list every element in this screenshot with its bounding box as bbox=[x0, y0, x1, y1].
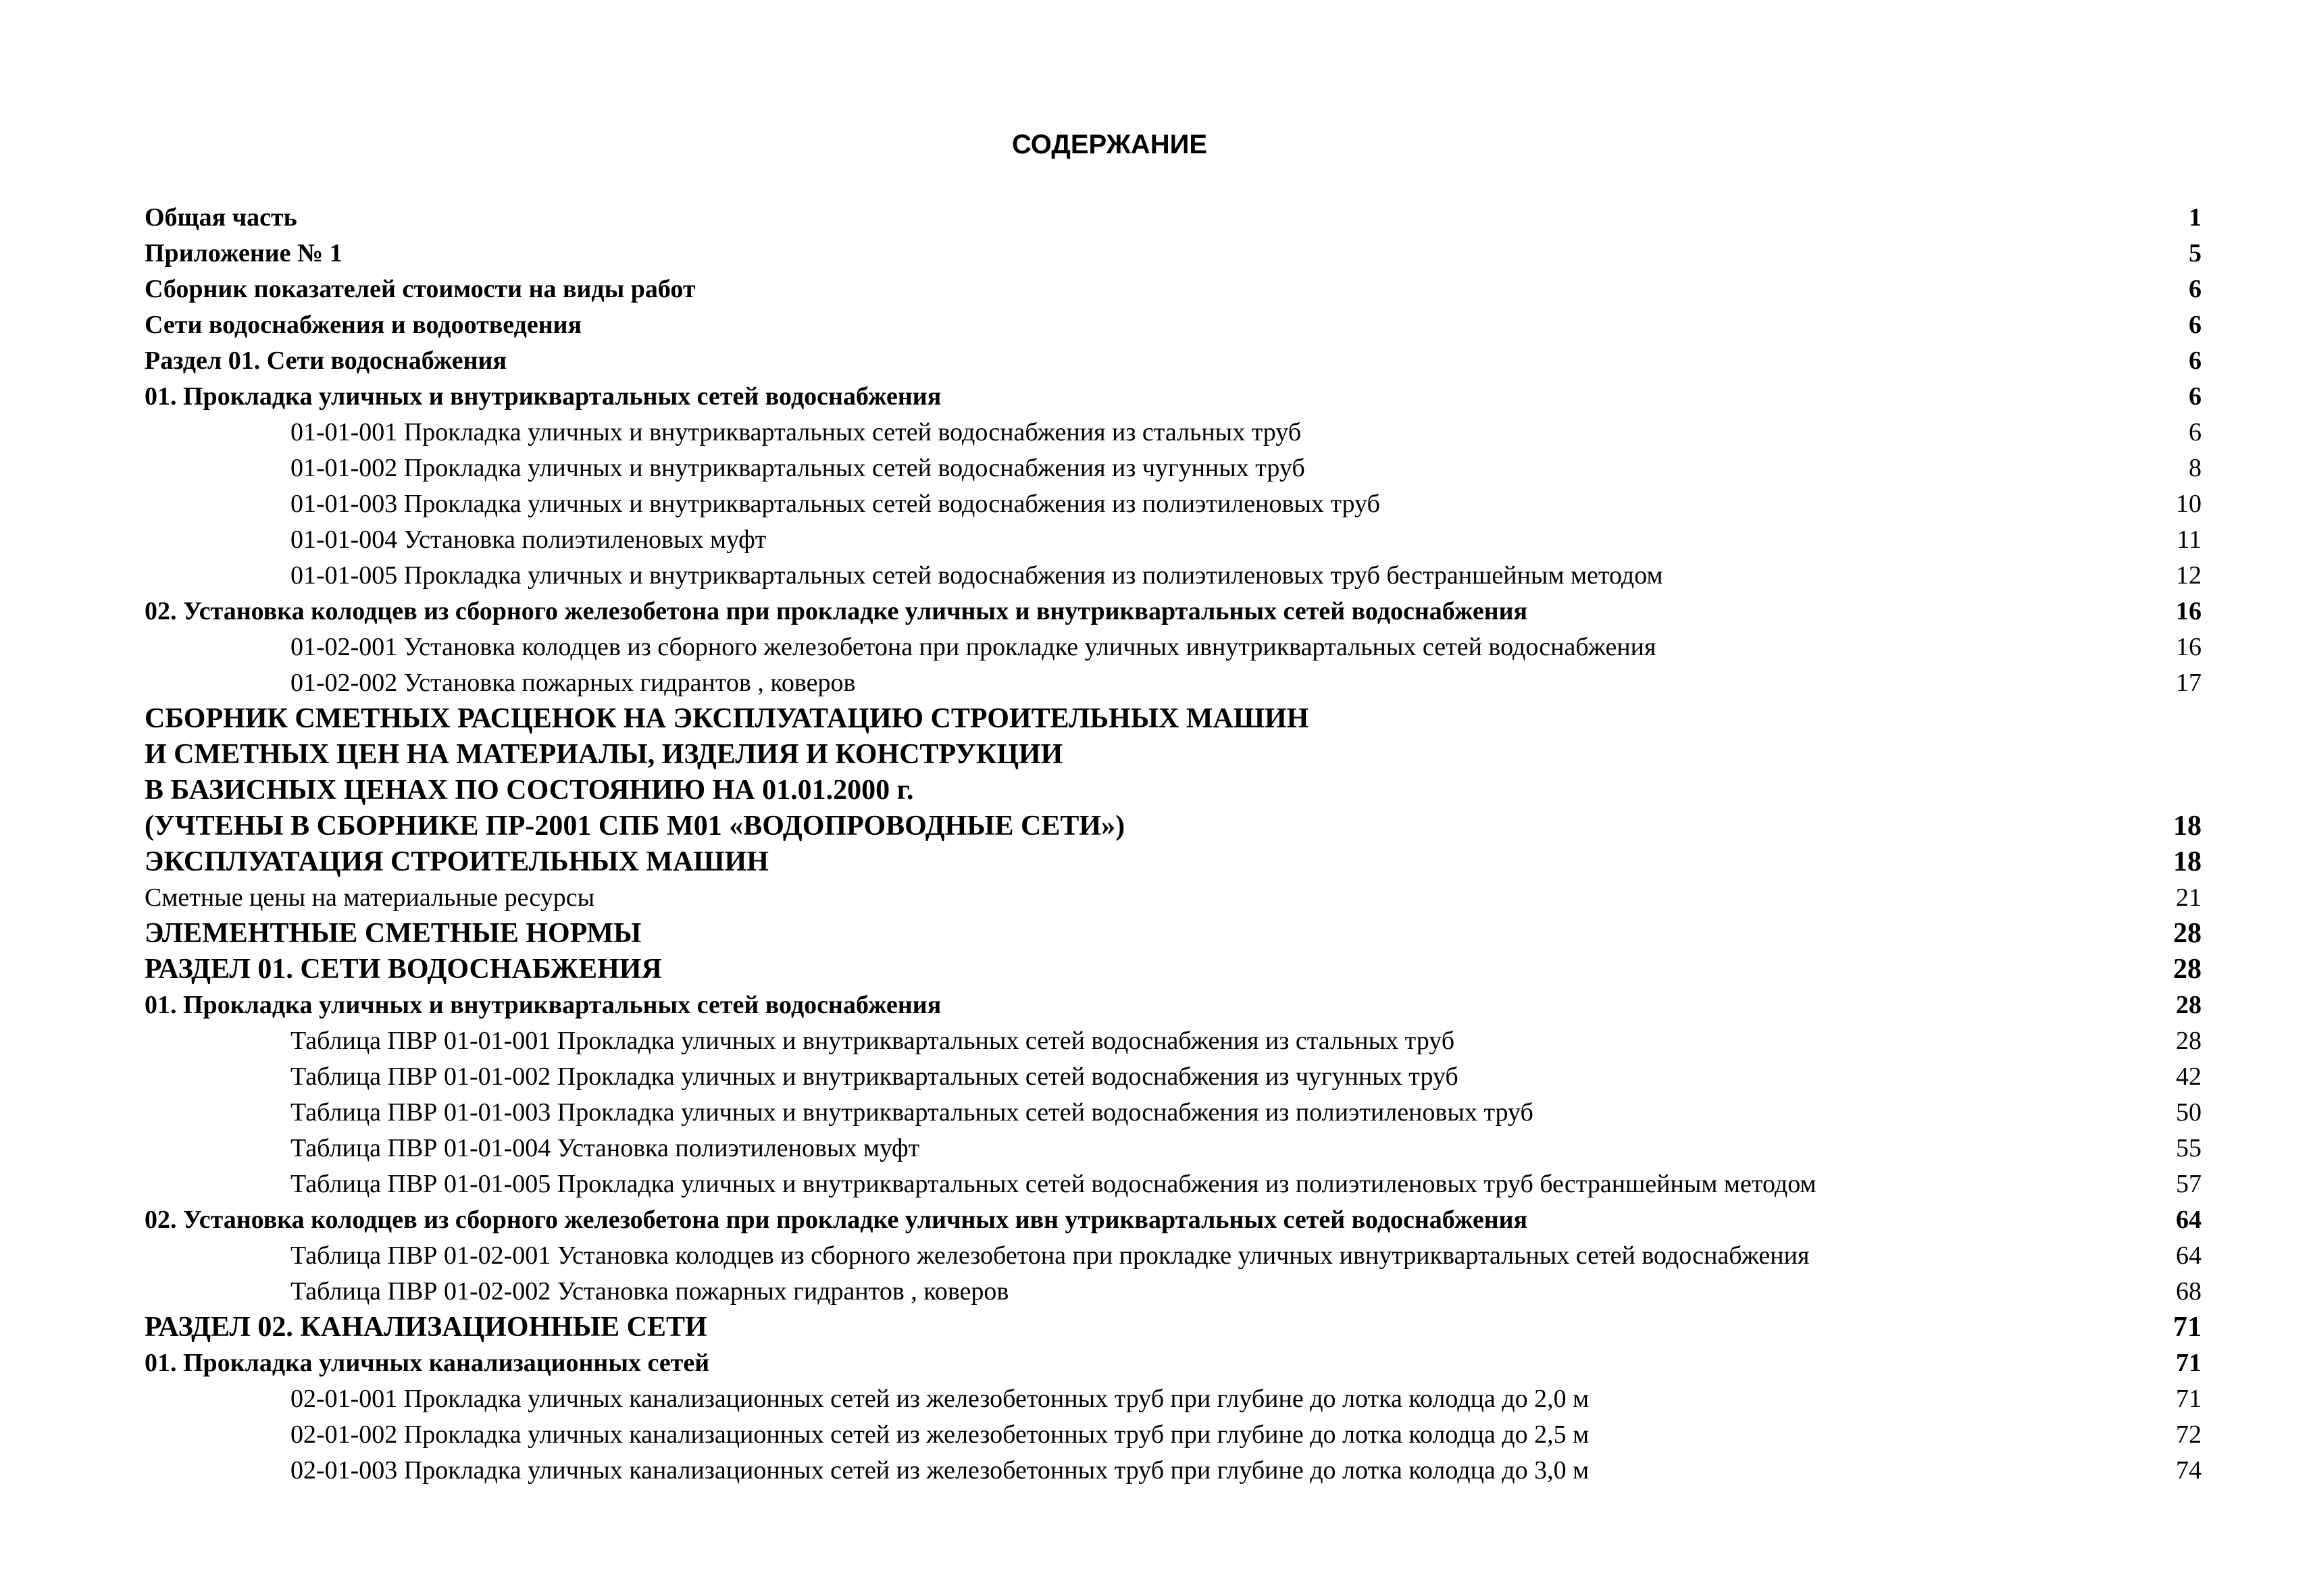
toc-entry-title: Общая часть bbox=[145, 203, 297, 232]
toc-entry-page: 12 bbox=[2176, 561, 2202, 590]
toc-entry-title: 01-01-001 Прокладка уличных и внутриквартальных сетей водоснабжения из стальных труб bbox=[290, 418, 1302, 446]
toc-entry[interactable] bbox=[145, 1310, 2202, 1345]
toc-entry[interactable] bbox=[145, 522, 2202, 558]
toc-entry-page: 71 bbox=[2173, 1312, 2202, 1343]
toc-entry[interactable] bbox=[145, 307, 2202, 343]
toc-entry-page: 64 bbox=[2176, 1206, 2202, 1234]
toc-entry[interactable] bbox=[145, 1238, 2202, 1274]
toc-entry-title: СБОРНИК СМЕТНЫХ РАСЦЕНОК НА ЭКСПЛУАТАЦИЮ СТРОИТЕЛЬНЫХ МАШИН bbox=[145, 703, 1309, 734]
toc-entry[interactable] bbox=[145, 1059, 2202, 1095]
toc-entry-title: Таблица ПВР 01-02-002 Установка пожарных гидрантов , коверов bbox=[290, 1277, 1009, 1306]
toc-entry[interactable] bbox=[145, 379, 2202, 415]
toc-entry-title: 01. Прокладка уличных канализационных сетей bbox=[145, 1349, 710, 1377]
toc-entry-title: Таблица ПВР 01-01-005 Прокладка уличных и внутриквартальных сетей водоснабжения из полиэтиленовых труб бестраншейным методом bbox=[290, 1170, 1816, 1198]
toc-entry[interactable] bbox=[145, 701, 2202, 737]
toc-entry-title: 01-02-002 Установка пожарных гидрантов , коверов bbox=[290, 669, 856, 697]
table-of-contents bbox=[145, 200, 2202, 1489]
toc-entry-title: Таблица ПВР 01-01-002 Прокладка уличных и внутриквартальных сетей водоснабжения из чугунных труб bbox=[290, 1062, 1458, 1091]
toc-entry-title: Таблица ПВР 01-02-001 Установка колодцев из сборного железобетона при прокладке уличных ивнутриквартальных сетей водоснабжения bbox=[290, 1241, 1810, 1270]
toc-entry-title: 01. Прокладка уличных и внутриквартальных сетей водоснабжения bbox=[145, 382, 942, 411]
toc-entry[interactable] bbox=[145, 1166, 2202, 1202]
toc-entry-title: Сметные цены на материальные ресурсы bbox=[145, 883, 595, 912]
toc-entry-title: 02-01-003 Прокладка уличных канализационных сетей из железобетонных труб при глубине до лотка колодца до 3,0 м bbox=[290, 1456, 1590, 1485]
toc-entry-title: 01-01-005 Прокладка уличных и внутриквартальных сетей водоснабжения из полиэтиленовых труб бестраншейным методом bbox=[290, 561, 1663, 590]
toc-entry[interactable] bbox=[145, 1417, 2202, 1453]
toc-entry-page: 72 bbox=[2176, 1420, 2202, 1449]
toc-entry-title: РАЗДЕЛ 01. СЕТИ ВОДОСНАБЖЕНИЯ bbox=[145, 954, 662, 985]
toc-entry[interactable] bbox=[145, 1345, 2202, 1381]
toc-entry[interactable] bbox=[145, 343, 2202, 379]
toc-entry-page: 28 bbox=[2173, 954, 2202, 985]
toc-entry-title: (УЧТЕНЫ В СБОРНИКЕ ПР-2001 СПБ М01 «ВОДОПРОВОДНЫЕ СЕТИ») bbox=[145, 810, 1125, 842]
toc-entry[interactable] bbox=[145, 844, 2202, 880]
toc-entry[interactable] bbox=[145, 415, 2202, 451]
toc-entry-page: 74 bbox=[2176, 1456, 2202, 1485]
toc-entry-title: Таблица ПВР 01-01-004 Установка полиэтиленовых муфт bbox=[290, 1134, 920, 1162]
toc-entry-title: Раздел 01. Сети водоснабжения bbox=[145, 346, 507, 375]
toc-entry-page: 11 bbox=[2177, 525, 2202, 554]
toc-entry[interactable] bbox=[145, 200, 2202, 236]
toc-entry-page: 28 bbox=[2176, 1027, 2202, 1055]
toc-entry-title: Приложение № 1 bbox=[145, 239, 342, 267]
toc-entry-page: 71 bbox=[2176, 1349, 2202, 1377]
toc-entry-page: 10 bbox=[2176, 490, 2202, 518]
toc-entry-title: 01-01-003 Прокладка уличных и внутриквартальных сетей водоснабжения из полиэтиленовых труб bbox=[290, 490, 1380, 518]
toc-entry-page: 55 bbox=[2176, 1134, 2202, 1162]
toc-entry-page: 8 bbox=[2189, 454, 2202, 482]
toc-entry-title: Сборник показателей стоимости на виды работ bbox=[145, 275, 696, 303]
toc-entry[interactable] bbox=[145, 558, 2202, 594]
toc-entry-page: 6 bbox=[2189, 275, 2202, 303]
toc-entry-title: РАЗДЕЛ 02. КАНАЛИЗАЦИОННЫЕ СЕТИ bbox=[145, 1312, 707, 1343]
page-title: СОДЕРЖАНИЕ bbox=[1011, 130, 1208, 159]
toc-entry-title: ЭЛЕМЕНТНЫЕ СМЕТНЫЕ НОРМЫ bbox=[145, 918, 642, 949]
toc-entry-title: 02. Установка колодцев из сборного железобетона при прокладке уличных ивн утриквартальных сетей водоснабжения bbox=[145, 1206, 1528, 1234]
toc-entry[interactable] bbox=[145, 1381, 2202, 1417]
toc-entry[interactable] bbox=[145, 272, 2202, 307]
toc-entry[interactable] bbox=[145, 952, 2202, 987]
toc-entry-page: 42 bbox=[2176, 1062, 2202, 1091]
toc-entry[interactable] bbox=[145, 665, 2202, 701]
toc-entry[interactable] bbox=[145, 486, 2202, 522]
toc-entry-page: 6 bbox=[2189, 418, 2202, 446]
toc-entry-page: 18 bbox=[2173, 846, 2202, 877]
toc-entry[interactable] bbox=[145, 1131, 2202, 1166]
toc-entry-title: 02-01-001 Прокладка уличных канализационных сетей из железобетонных труб при глубине до лотка колодца до 2,0 м bbox=[290, 1385, 1590, 1413]
toc-entry-page: 28 bbox=[2176, 991, 2202, 1019]
toc-entry-title: 01-01-004 Установка полиэтиленовых муфт bbox=[290, 525, 767, 554]
toc-entry-title: Таблица ПВР 01-01-001 Прокладка уличных и внутриквартальных сетей водоснабжения из стальных труб bbox=[290, 1027, 1455, 1055]
toc-entry-page: 5 bbox=[2189, 239, 2202, 267]
toc-entry-title: 01. Прокладка уличных и внутриквартальных сетей водоснабжения bbox=[145, 991, 942, 1019]
toc-entry-title: 02. Установка колодцев из сборного железобетона при прокладке уличных и внутриквартальных сетей водоснабжения bbox=[145, 597, 1528, 625]
toc-entry-page: 21 bbox=[2176, 883, 2202, 912]
toc-entry-page: 6 bbox=[2189, 382, 2202, 411]
toc-entry[interactable] bbox=[145, 594, 2202, 629]
toc-entry-title: 01-02-001 Установка колодцев из сборного железобетона при прокладке уличных ивнутриквартальных сетей водоснабжения bbox=[290, 633, 1656, 661]
toc-entry[interactable] bbox=[145, 808, 2202, 844]
toc-entry-page: 28 bbox=[2173, 918, 2202, 949]
toc-entry[interactable] bbox=[145, 1274, 2202, 1310]
toc-entry-page: 64 bbox=[2176, 1241, 2202, 1270]
toc-entry-title: В БАЗИСНЫХ ЦЕНАХ ПО СОСТОЯНИЮ НА 01.01.2000 г. bbox=[145, 775, 914, 806]
toc-entry-page: 16 bbox=[2176, 597, 2202, 625]
toc-entry-title: Таблица ПВР 01-01-003 Прокладка уличных и внутриквартальных сетей водоснабжения из полиэтиленовых труб bbox=[290, 1098, 1533, 1127]
toc-entry-page: 71 bbox=[2176, 1385, 2202, 1413]
toc-entry-page: 6 bbox=[2189, 311, 2202, 339]
toc-entry-page: 6 bbox=[2189, 346, 2202, 375]
toc-entry-title: И СМЕТНЫХ ЦЕН НА МАТЕРИАЛЫ, ИЗДЕЛИЯ И КОНСТРУКЦИИ bbox=[145, 739, 1063, 770]
toc-entry-page: 1 bbox=[2189, 203, 2202, 232]
toc-entry[interactable] bbox=[145, 1202, 2202, 1238]
toc-entry[interactable] bbox=[145, 1023, 2202, 1059]
toc-entry-title: ЭКСПЛУАТАЦИЯ СТРОИТЕЛЬНЫХ МАШИН bbox=[145, 846, 769, 877]
toc-entry-title: 02-01-002 Прокладка уличных канализационных сетей из железобетонных труб при глубине до лотка колодца до 2,5 м bbox=[290, 1420, 1590, 1449]
toc-entry-page: 57 bbox=[2176, 1170, 2202, 1198]
toc-entry-page: 68 bbox=[2176, 1277, 2202, 1306]
toc-entry[interactable] bbox=[145, 773, 2202, 808]
toc-entry[interactable] bbox=[145, 451, 2202, 486]
toc-entry-page: 50 bbox=[2176, 1098, 2202, 1127]
toc-entry-page: 16 bbox=[2176, 633, 2202, 661]
toc-entry[interactable] bbox=[145, 737, 2202, 773]
toc-entry-title: 01-01-002 Прокладка уличных и внутриквартальных сетей водоснабжения из чугунных труб bbox=[290, 454, 1305, 482]
toc-entry[interactable] bbox=[145, 629, 2202, 665]
toc-entry[interactable] bbox=[145, 880, 2202, 916]
toc-entry[interactable] bbox=[145, 987, 2202, 1023]
toc-entry-page: 17 bbox=[2176, 669, 2202, 697]
toc-entry-page: 18 bbox=[2173, 810, 2202, 842]
toc-entry[interactable] bbox=[145, 1095, 2202, 1131]
toc-entry[interactable] bbox=[145, 236, 2202, 272]
toc-entry[interactable] bbox=[145, 1453, 2202, 1489]
toc-entry[interactable] bbox=[145, 916, 2202, 952]
toc-entry-title: Сети водоснабжения и водоотведения bbox=[145, 311, 582, 339]
